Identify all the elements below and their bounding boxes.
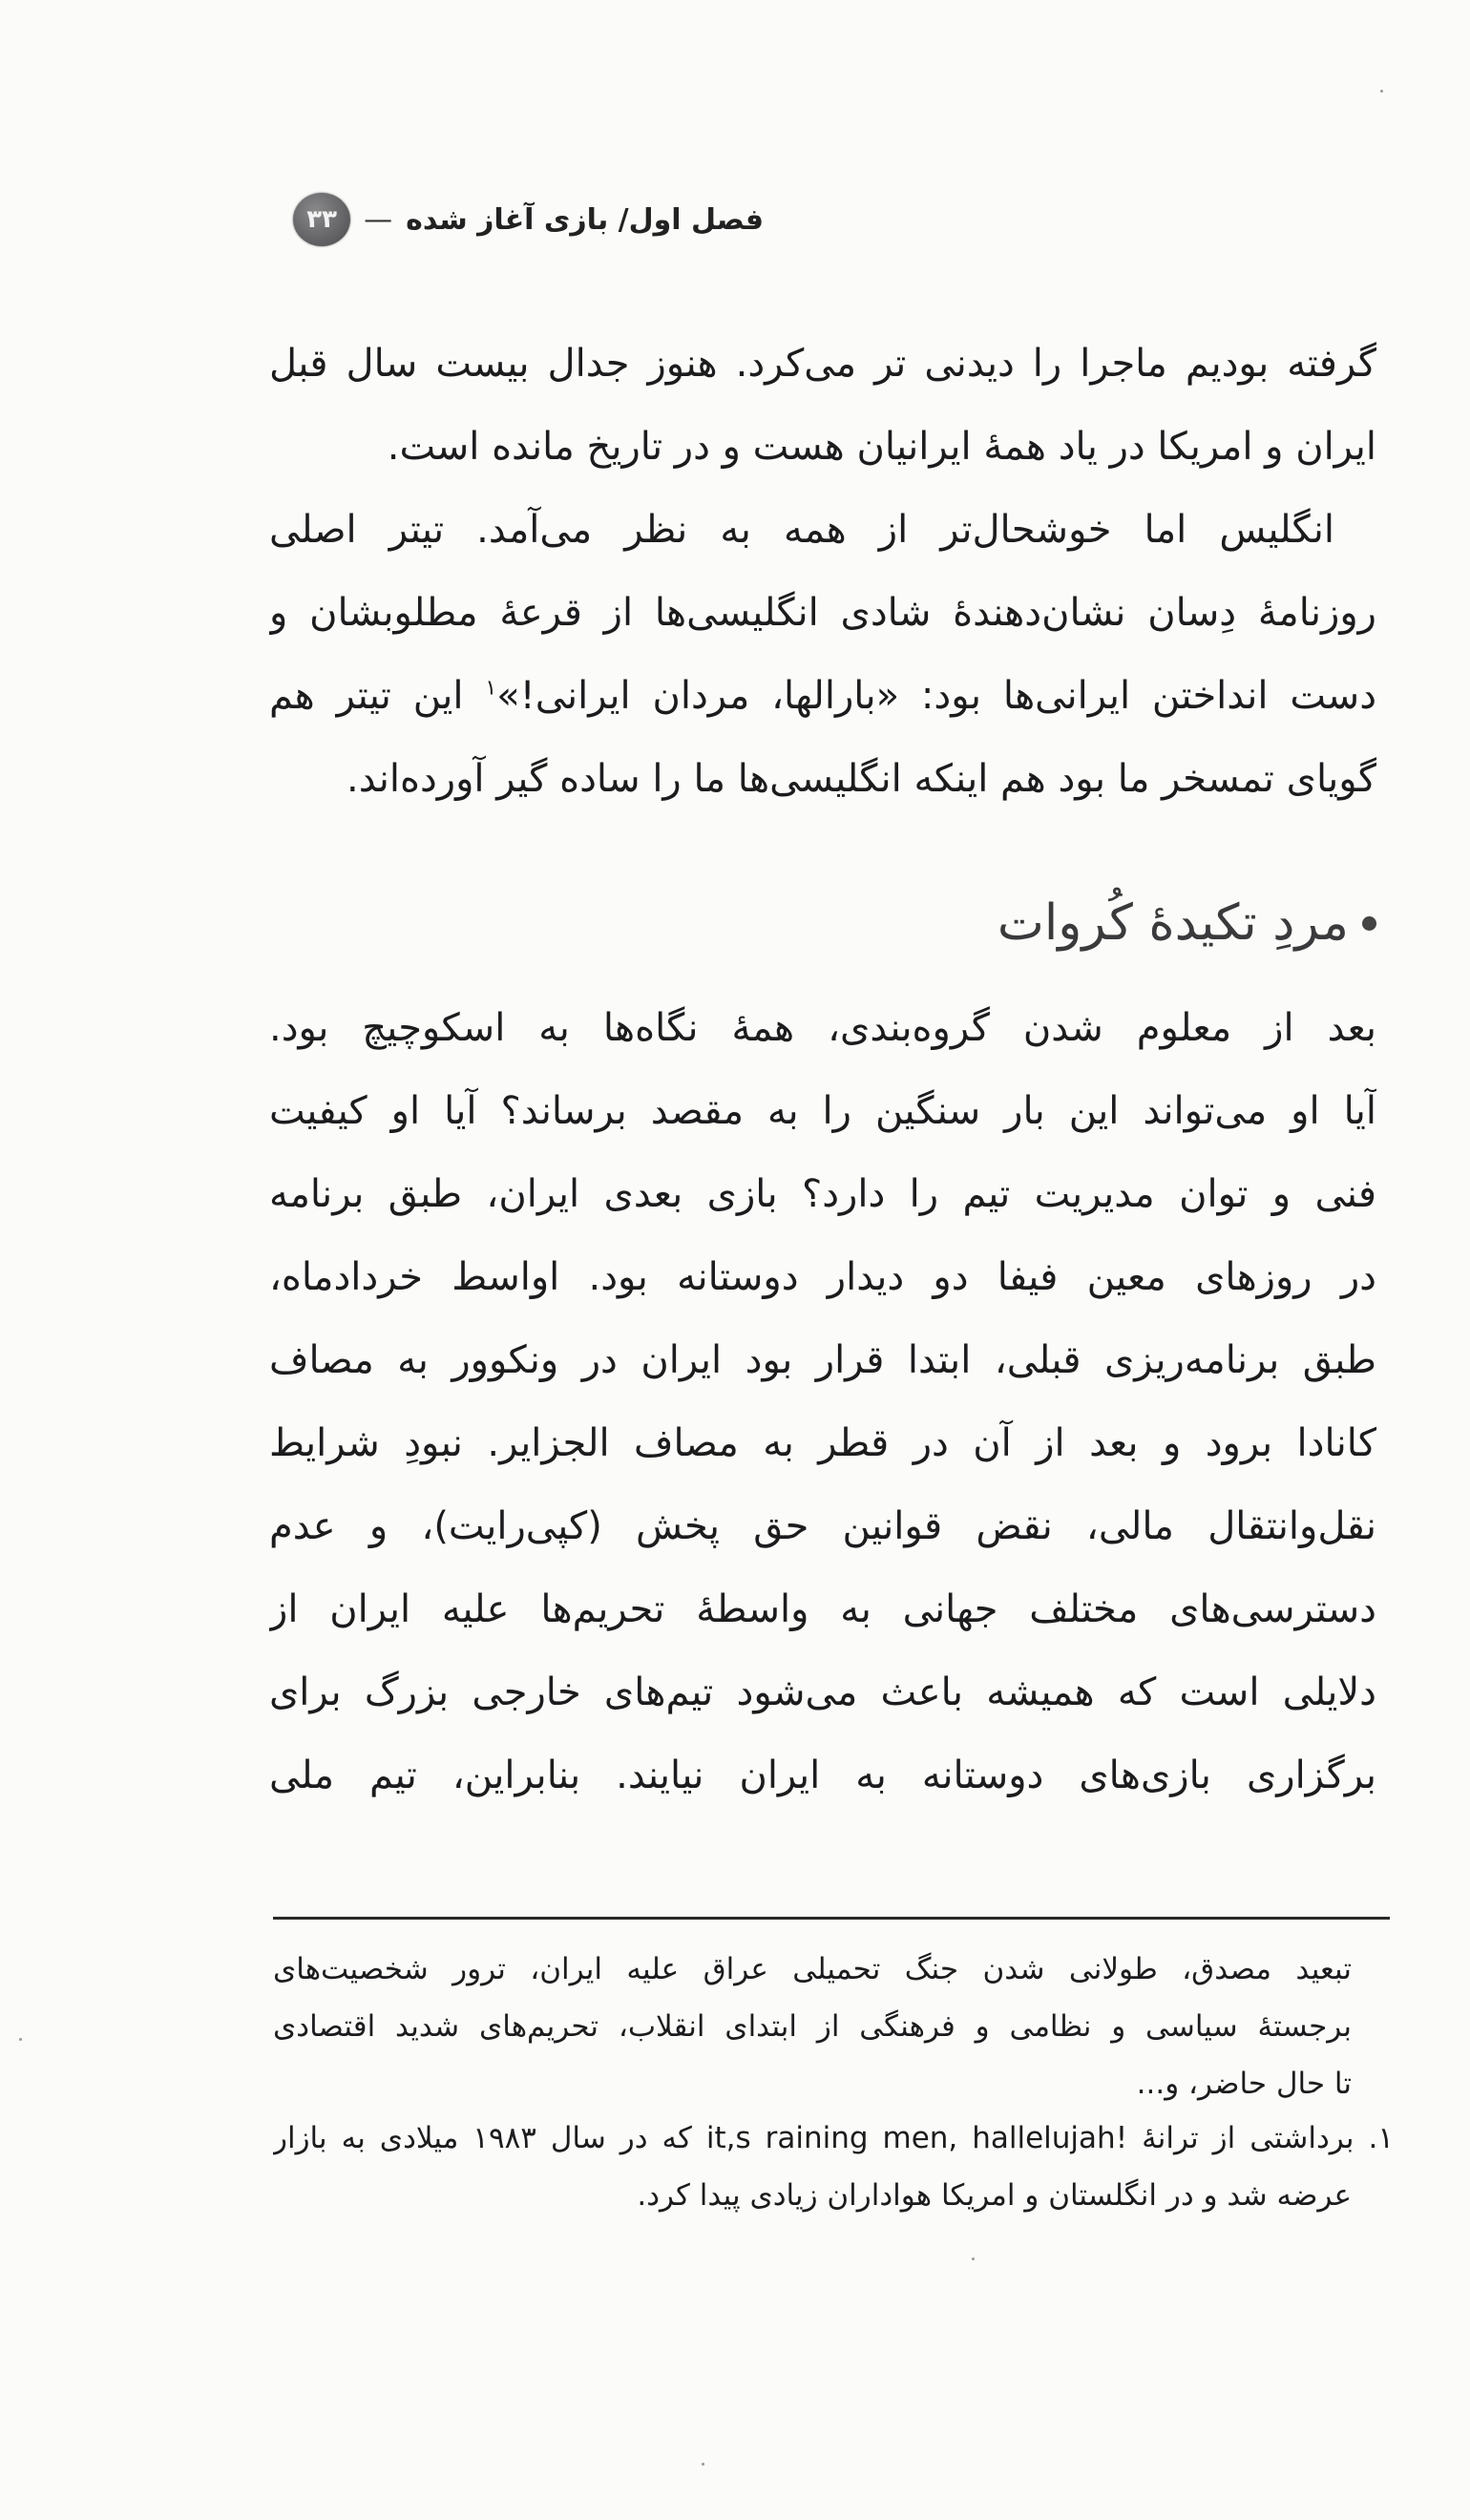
- footnote-line: برجستهٔ سیاسی و نظامی و فرهنگی از ابتدای انقلاب، تحریم‌های شدید اقتصادی: [273, 2009, 1352, 2044]
- text-line: گرفته بودیم ماجرا را دیدنی تر می‌کرد. هنوز جدال بیست سال قبل: [269, 342, 1376, 386]
- text-line: فنی و توان مدیریت تیم را دارد؟ بازی بعدی ایران، طبق برنامه: [269, 1172, 1376, 1216]
- footnote-number: ۱.: [1368, 2121, 1394, 2155]
- text-line: نقل‌وانتقال مالی، نقض قوانین حق پخش (کپی‌رایت)، و عدم: [269, 1504, 1376, 1548]
- scan-speck: [1380, 90, 1383, 93]
- quote-text: دست انداختن ایرانی‌ها بود: «بارالها، مردان ایرانی!»: [496, 674, 1376, 718]
- text-line: دسترسی‌های مختلف جهانی به واسطهٔ تحریم‌ها علیه ایران از: [269, 1587, 1376, 1631]
- text-line: در روزهای معین فیفا دو دیدار دوستانه بود. اواسط خردادماه،: [269, 1255, 1376, 1299]
- running-header: [267, 191, 764, 248]
- quote-tail: این تیتر هم: [269, 674, 464, 718]
- text-line-with-footnote: [269, 655, 1376, 738]
- section-heading-text: مردِ تکیدهٔ کُروات: [997, 894, 1349, 952]
- footnote-suffix: که در سال ۱۹۸۳ میلادی به بازار: [273, 2121, 692, 2155]
- text-line: آیا او می‌تواند این بار سنگین را به مقصد برساند؟ آیا او کیفیت: [269, 1089, 1376, 1133]
- header-dash: —: [364, 202, 393, 237]
- page-number-badge: ۳۳: [293, 193, 350, 246]
- section-heading: [998, 883, 1376, 963]
- footnote-separator: [273, 1917, 1390, 1920]
- text-line: ایران و امریکا در یاد همهٔ ایرانیان هست و در تاریخ مانده است.: [387, 425, 1376, 469]
- paragraph-continuation: [269, 323, 1376, 489]
- text-line: برگزاری بازی‌های دوستانه به ایران نیایند. بنابراین، تیم ملی: [269, 1754, 1376, 1797]
- song-title: it,s raining men, hallelujah!: [705, 2121, 1128, 2155]
- footnote-line: [273, 2110, 1394, 2167]
- chapter-title: فصل اول/ بازی آغاز شده: [406, 202, 764, 237]
- footnote-line: تا حال حاضر، و...: [1136, 2067, 1352, 2101]
- text-line: دلایلی است که همیشه باعث می‌شود تیم‌های خارجی بزرگ برای: [269, 1670, 1376, 1714]
- paragraph-england: [269, 489, 1376, 821]
- footnote-prefix: برداشتی از ترانهٔ: [1142, 2121, 1354, 2155]
- text-line: روزنامهٔ دِسان نشان‌دهندهٔ شادی انگلیسی‌ها از قرعهٔ مطلوبشان و: [269, 591, 1376, 635]
- scan-speck: [702, 2463, 704, 2466]
- bullet-icon: [1362, 916, 1376, 931]
- footnote-line: عرضه شد و در انگلستان و امریکا هواداران زیادی پیدا کرد.: [637, 2178, 1352, 2213]
- text-line: بعد از معلوم شدن گروه‌بندی، همهٔ نگاه‌ها به اسکوچیچ بود.: [269, 1006, 1376, 1050]
- footnote-continued: [273, 1941, 1352, 2112]
- scan-speck: [19, 2038, 22, 2041]
- scan-speck: [972, 2258, 975, 2260]
- paragraph-skocic: [269, 987, 1376, 1817]
- text-line: گویای تمسخر ما بود هم اینکه انگلیسی‌ها ما را ساده گیر آورده‌اند.: [346, 757, 1376, 801]
- footnote-1: [273, 2110, 1394, 2224]
- text-line: کانادا برود و بعد از آن در قطر به مصاف الجزایر. نبودِ شرایط: [269, 1421, 1376, 1465]
- text-line: انگلیس اما خوشحال‌تر از همه به نظر می‌آمد. تیتر اصلی: [269, 508, 1334, 552]
- text-line: طبق برنامه‌ریزی قبلی، ابتدا قرار بود ایران در ونکوور به مصاف: [269, 1338, 1376, 1382]
- footnote-line: تبعید مصدق، طولانی شدن جنگ تحمیلی عراق علیه ایران، ترور شخصیت‌های: [273, 1952, 1352, 1986]
- footnote-ref[interactable]: ۱: [485, 676, 497, 701]
